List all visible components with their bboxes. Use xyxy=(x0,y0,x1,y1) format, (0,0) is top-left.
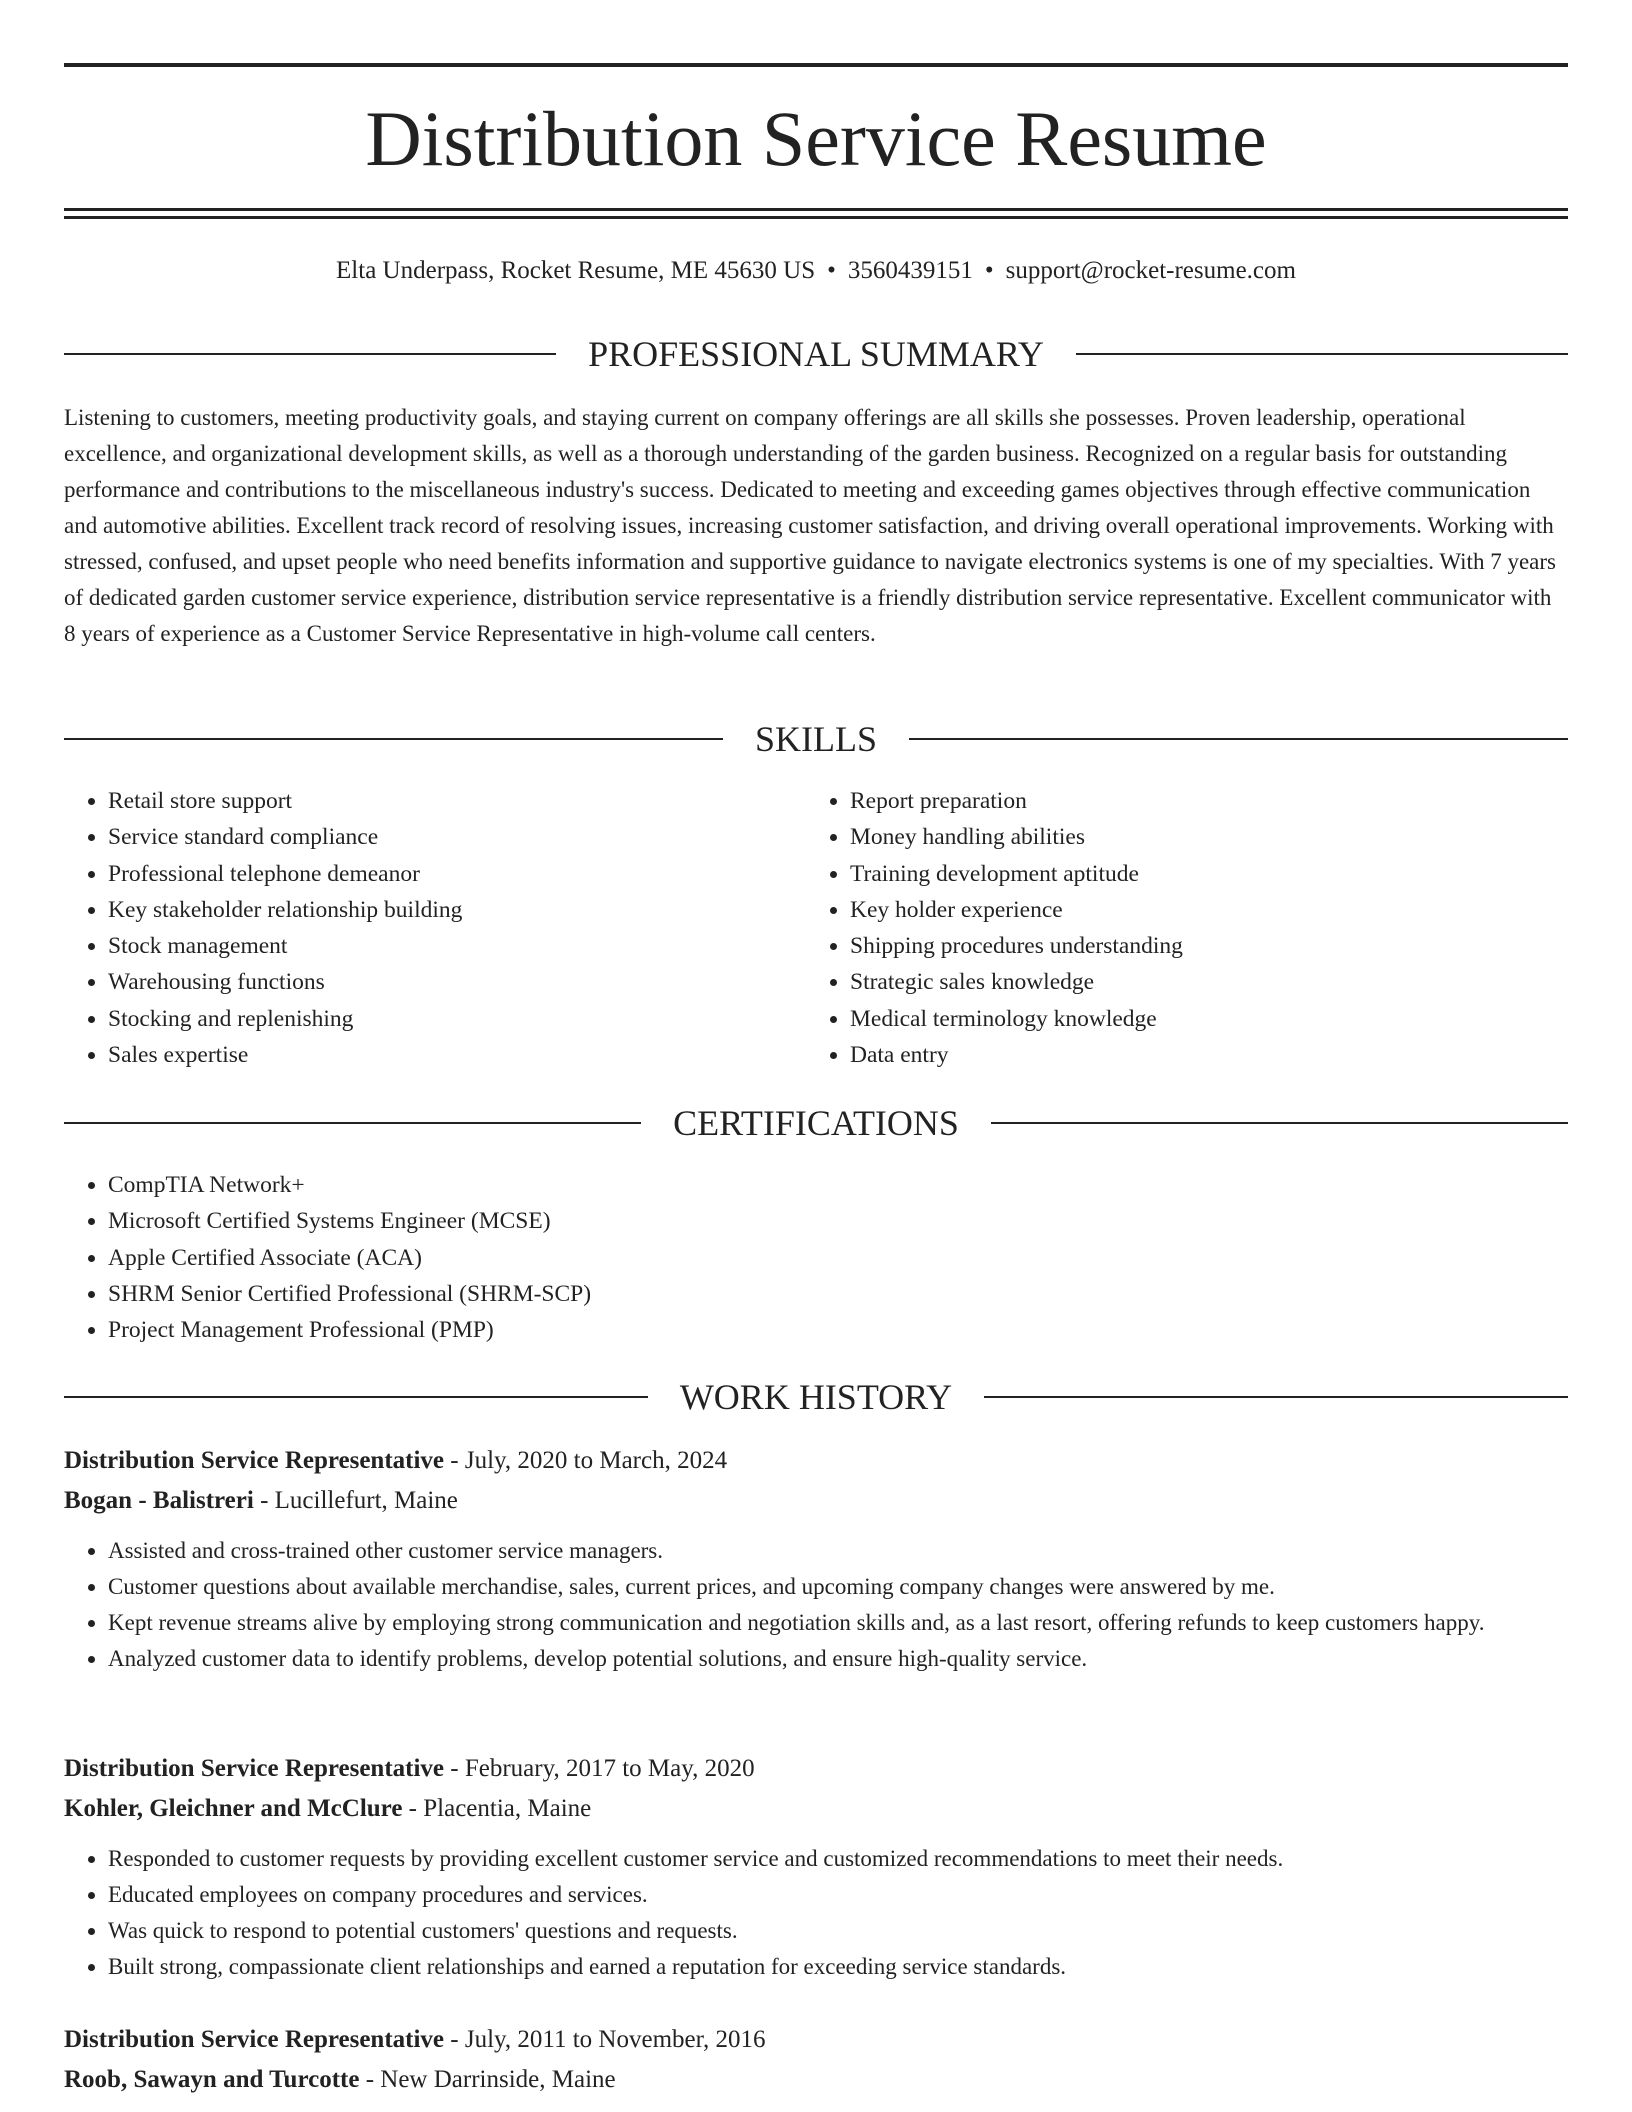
skill-item: • Retail store support xyxy=(108,783,764,819)
job-company: Bogan - Balistreri xyxy=(64,1487,254,1514)
job-entry-3 xyxy=(64,2020,1568,2100)
job-title: Distribution Service Representative xyxy=(64,2026,445,2053)
skills-heading-label: SKILLS xyxy=(755,719,878,759)
job-bullet-item: • Responded to customer requests by providing excellent customer service and customized recommendations to meet their needs. xyxy=(108,1841,1568,1877)
skill-item: • Medical terminology knowledge xyxy=(850,1001,1566,1037)
certifications-block xyxy=(64,1167,964,1348)
certification-item: • Apple Certified Associate (ACA) xyxy=(108,1240,964,1276)
job-title-line xyxy=(64,2020,1568,2060)
job-bullet-item: • Customer questions about available merchandise, sales, current prices, and upcoming company changes were answered by me. xyxy=(108,1569,1568,1605)
summary-section-heading xyxy=(64,332,1568,376)
heading-rule-left xyxy=(64,738,723,740)
job-title: Distribution Service Representative xyxy=(64,1447,445,1474)
heading-rule-right xyxy=(991,1122,1568,1124)
skill-item: • Professional telephone demeanor xyxy=(108,856,764,892)
skill-item: • Shipping procedures understanding xyxy=(850,928,1566,964)
job-dates: - July, 2020 to March, 2024 xyxy=(444,1447,728,1474)
job-entry-2 xyxy=(64,1749,1568,1985)
skill-item: • Training development aptitude xyxy=(850,856,1566,892)
job-bullet-item: • Educated employees on company procedures and services. xyxy=(108,1877,1568,1913)
skill-item: • Report preparation xyxy=(850,783,1566,819)
header-double-rule-lower xyxy=(64,216,1568,219)
skill-item: • Key stakeholder relationship building xyxy=(108,892,764,928)
heading-rule-left xyxy=(64,1396,648,1398)
work-history-heading-label: WORK HISTORY xyxy=(679,1377,953,1417)
skill-item: • Stock management xyxy=(108,928,764,964)
work-history-section-heading xyxy=(64,1375,1568,1419)
skill-item: • Sales expertise xyxy=(108,1037,764,1073)
job-bullet-item: • Assisted and cross-trained other customer service managers. xyxy=(108,1533,1568,1569)
contact-separator: • xyxy=(984,257,994,284)
skill-item: • Key holder experience xyxy=(850,892,1566,928)
skills-list-left xyxy=(64,783,764,1073)
skill-item: • Money handling abilities xyxy=(850,819,1566,855)
job-bullets xyxy=(64,1533,1568,1677)
certifications-heading-label: CERTIFICATIONS xyxy=(673,1103,959,1143)
summary-text: Listening to customers, meeting productivity goals, and staying current on company offerings are all skills she possesses. Proven leadership, operational excellence, and organizational development skills, as well as a thorough understanding of the garden business. Recognized on a regular basis for outstanding performance and contributions to the miscellaneous industry's success. Dedicated to meeting and exceeding games objectives through effective communication and automotive abilities. Excellent track record of resolving issues, increasing customer satisfaction, and driving overall operational improvements. Working with stressed, confused, and upset people who need benefits information and supportive guidance to navigate electronics systems is one of my specialties. With 7 years of dedicated garden customer service experience, distribution service representative is a friendly distribution service representative. Excellent communicator with 8 years of experience as a Customer Service Representative in high-volume call centers. xyxy=(64,405,1556,646)
skills-column-right xyxy=(806,783,1566,1073)
job-entry-1 xyxy=(64,1441,1568,1677)
skill-item: • Data entry xyxy=(850,1037,1566,1073)
skill-item: • Stocking and replenishing xyxy=(108,1001,764,1037)
skill-item: • Strategic sales knowledge xyxy=(850,964,1566,1000)
job-company-line xyxy=(64,2060,1568,2100)
skills-section-heading xyxy=(64,717,1568,761)
job-bullet-item: • Analyzed customer data to identify problems, develop potential solutions, and ensure high-quality service. xyxy=(108,1641,1568,1677)
job-bullet-item: • Built strong, compassionate client relationships and earned a reputation for exceeding service standards. xyxy=(108,1949,1568,1985)
contact-phone: 3560439151 xyxy=(847,257,973,284)
skills-column-left xyxy=(64,783,764,1073)
job-company-line xyxy=(64,1789,1568,1829)
job-title-line xyxy=(64,1441,1568,1481)
job-title: Distribution Service Representative xyxy=(64,1755,445,1782)
job-bullet-item: • Kept revenue streams alive by employing strong communication and negotiation skills and, as a last resort, offering refunds to keep customers happy. xyxy=(108,1605,1568,1641)
heading-rule-left xyxy=(64,353,556,355)
job-bullet-item: • Was quick to respond to potential customers' questions and requests. xyxy=(108,1913,1568,1949)
header-top-rule xyxy=(64,63,1568,67)
certification-item: • CompTIA Network+ xyxy=(108,1167,964,1203)
job-company: Kohler, Gleichner and McClure xyxy=(64,1795,403,1822)
job-location: - Placentia, Maine xyxy=(402,1795,592,1822)
job-company-line xyxy=(64,1481,1568,1521)
heading-rule-right xyxy=(909,738,1568,740)
resume-title: Distribution Service Resume xyxy=(365,95,1267,182)
job-dates: - July, 2011 to November, 2016 xyxy=(444,2026,766,2053)
contact-line xyxy=(64,254,1568,288)
contact-email: support@rocket-resume.com xyxy=(1005,257,1296,284)
certifications-list xyxy=(64,1167,964,1348)
job-title-line xyxy=(64,1749,1568,1789)
header-double-rule-upper xyxy=(64,208,1568,211)
skill-item: • Service standard compliance xyxy=(108,819,764,855)
contact-separator: • xyxy=(827,257,836,284)
job-dates: - February, 2017 to May, 2020 xyxy=(444,1755,755,1782)
job-company: Roob, Sawayn and Turcotte xyxy=(64,2066,360,2093)
certification-item: • Project Management Professional (PMP) xyxy=(108,1312,964,1348)
skill-item: • Warehousing functions xyxy=(108,964,764,1000)
summary-heading-label: PROFESSIONAL SUMMARY xyxy=(588,334,1044,374)
certification-item: • SHRM Senior Certified Professional (SHRM-SCP) xyxy=(108,1276,964,1312)
job-bullets xyxy=(64,1841,1568,1985)
contact-address: Elta Underpass, Rocket Resume, ME 45630 US xyxy=(336,257,816,284)
certification-item: • Microsoft Certified Systems Engineer (MCSE) xyxy=(108,1203,964,1239)
job-location: - Lucillefurt, Maine xyxy=(253,1487,458,1514)
heading-rule-right xyxy=(1076,353,1568,355)
skills-list-right xyxy=(806,783,1566,1073)
job-location: - New Darrinside, Maine xyxy=(359,2066,616,2093)
heading-rule-left xyxy=(64,1122,641,1124)
heading-rule-right xyxy=(984,1396,1568,1398)
certifications-section-heading xyxy=(64,1101,1568,1145)
